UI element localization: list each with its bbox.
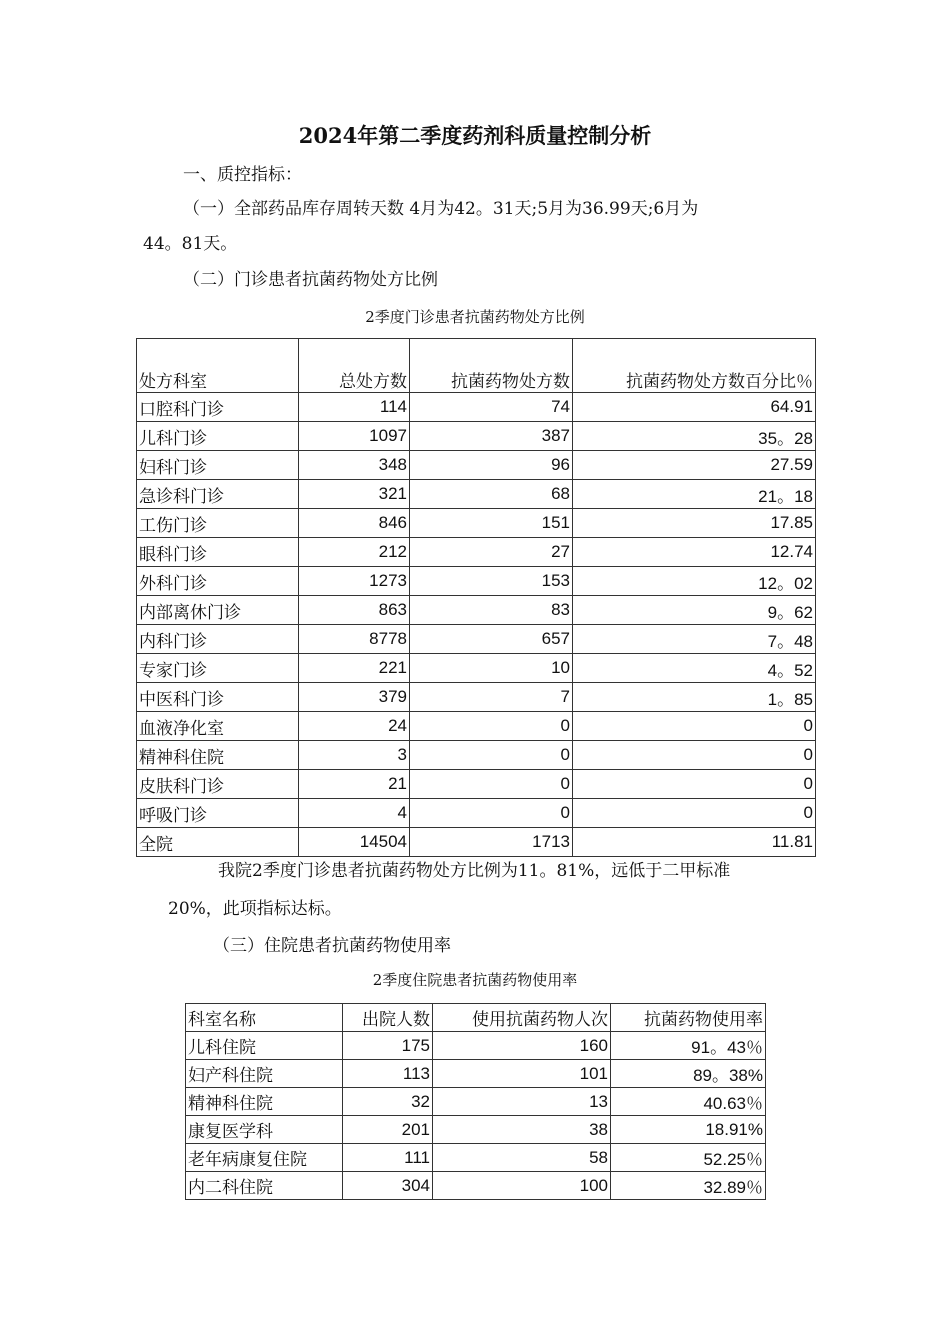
cell-use-count: 160 <box>433 1032 611 1060</box>
cell-total: 24 <box>299 712 410 741</box>
table-row <box>137 567 816 596</box>
cell-use-rate: 18.91% <box>611 1116 766 1144</box>
cell-count: 0 <box>410 741 573 770</box>
table-row <box>186 1172 766 1200</box>
cell-dept: 内部离休门诊 <box>137 596 299 625</box>
item1-text-line1: （一）全部药品库存周转天数 4月为42。31天;5月为36.99天;6月为 <box>183 199 699 219</box>
cell-dept: 工伤门诊 <box>137 509 299 538</box>
cell-count: 7 <box>410 683 573 712</box>
cell-count: 153 <box>410 567 573 596</box>
cell-dept: 眼科门诊 <box>137 538 299 567</box>
cell-dept: 老年病康复住院 <box>186 1144 343 1172</box>
cell-use-count: 13 <box>433 1088 611 1116</box>
cell-discharged: 111 <box>343 1144 433 1172</box>
table-header-row <box>137 339 816 393</box>
cell-total: 1273 <box>299 567 410 596</box>
table-row <box>137 741 816 770</box>
table-row <box>186 1060 766 1088</box>
cell-total: 846 <box>299 509 410 538</box>
table-row <box>137 393 816 422</box>
table-row <box>137 770 816 799</box>
header-antibiotic-use-rate: 抗菌药物使用率 <box>611 1004 766 1032</box>
cell-total: 114 <box>299 393 410 422</box>
cell-dept: 口腔科门诊 <box>137 393 299 422</box>
cell-discharged: 304 <box>343 1172 433 1200</box>
cell-total: 212 <box>299 538 410 567</box>
header-dept: 处方科室 <box>137 339 299 393</box>
table-row <box>186 1144 766 1172</box>
cell-total: 1097 <box>299 422 410 451</box>
cell-dept: 呼吸门诊 <box>137 799 299 828</box>
cell-dept: 精神科住院 <box>137 741 299 770</box>
table-header-row <box>186 1004 766 1032</box>
header-antibiotic-percent: 抗菌药物处方数百分比％ <box>573 339 816 393</box>
table-row <box>137 596 816 625</box>
header-antibiotic-count: 抗菌药物处方数 <box>410 339 573 393</box>
cell-use-count: 101 <box>433 1060 611 1088</box>
cell-discharged: 32 <box>343 1088 433 1116</box>
cell-dept: 外科门诊 <box>137 567 299 596</box>
cell-dept: 专家门诊 <box>137 654 299 683</box>
cell-percent: 27.59 <box>573 451 816 480</box>
cell-percent: 0 <box>573 712 816 741</box>
item3-heading: （三）住院患者抗菌药物使用率 <box>213 936 451 956</box>
header-discharged: 出院人数 <box>343 1004 433 1032</box>
cell-dept: 皮肤科门诊 <box>137 770 299 799</box>
cell-total: 14504 <box>299 828 410 857</box>
cell-total: 379 <box>299 683 410 712</box>
cell-dept: 儿科门诊 <box>137 422 299 451</box>
cell-total: 3 <box>299 741 410 770</box>
table-row <box>186 1116 766 1144</box>
cell-percent: 64.91 <box>573 393 816 422</box>
item1-text-line2: 44。81天。 <box>143 234 238 254</box>
header-dept: 科室名称 <box>186 1004 343 1032</box>
cell-percent: 21。18 <box>573 480 816 509</box>
table-row <box>137 654 816 683</box>
cell-use-rate: 52.25％ <box>611 1144 766 1172</box>
cell-percent: 0 <box>573 799 816 828</box>
page-title: 2024年第二季度药剂科质量控制分析 <box>298 123 652 148</box>
cell-total: 221 <box>299 654 410 683</box>
cell-percent: 11.81 <box>573 828 816 857</box>
cell-count: 27 <box>410 538 573 567</box>
cell-discharged: 201 <box>343 1116 433 1144</box>
summary-text-line2: 20%，此项指标达标。 <box>168 899 342 919</box>
cell-use-rate: 89。38% <box>611 1060 766 1088</box>
cell-percent: 1。85 <box>573 683 816 712</box>
item2-heading: （二）门诊患者抗菌药物处方比例 <box>183 270 438 290</box>
section-heading-1: 一、质控指标： <box>183 165 302 185</box>
cell-count: 657 <box>410 625 573 654</box>
cell-percent: 0 <box>573 770 816 799</box>
cell-count: 151 <box>410 509 573 538</box>
inpatient-antibiotic-table <box>185 1003 766 1200</box>
cell-percent: 4。52 <box>573 654 816 683</box>
header-total: 总处方数 <box>299 339 410 393</box>
cell-dept: 急诊科门诊 <box>137 480 299 509</box>
table-row <box>137 422 816 451</box>
cell-dept: 血液净化室 <box>137 712 299 741</box>
cell-dept: 全院 <box>137 828 299 857</box>
cell-percent: 12.74 <box>573 538 816 567</box>
cell-use-rate: 91。43％ <box>611 1032 766 1060</box>
table-row <box>137 509 816 538</box>
cell-percent: 12。02 <box>573 567 816 596</box>
header-antibiotic-use-count: 使用抗菌药物人次 <box>433 1004 611 1032</box>
cell-dept: 儿科住院 <box>186 1032 343 1060</box>
cell-count: 74 <box>410 393 573 422</box>
cell-dept: 妇产科住院 <box>186 1060 343 1088</box>
cell-use-count: 100 <box>433 1172 611 1200</box>
cell-count: 96 <box>410 451 573 480</box>
cell-total: 321 <box>299 480 410 509</box>
table-row <box>186 1032 766 1060</box>
table-row <box>137 625 816 654</box>
cell-percent: 9。62 <box>573 596 816 625</box>
cell-count: 0 <box>410 799 573 828</box>
summary-text-line1: 我院2季度门诊患者抗菌药物处方比例为11。81%，远低于二甲标准 <box>218 861 731 881</box>
cell-percent: 17.85 <box>573 509 816 538</box>
table-row <box>137 712 816 741</box>
cell-count: 68 <box>410 480 573 509</box>
cell-percent: 35。28 <box>573 422 816 451</box>
cell-dept: 内科门诊 <box>137 625 299 654</box>
cell-use-count: 38 <box>433 1116 611 1144</box>
table1-caption: 2季度门诊患者抗菌药物处方比例 <box>365 308 585 326</box>
cell-dept: 中医科门诊 <box>137 683 299 712</box>
cell-percent: 7。48 <box>573 625 816 654</box>
cell-dept: 精神科住院 <box>186 1088 343 1116</box>
cell-dept: 内二科住院 <box>186 1172 343 1200</box>
cell-count: 1713 <box>410 828 573 857</box>
cell-count: 0 <box>410 770 573 799</box>
table-row <box>137 799 816 828</box>
cell-count: 10 <box>410 654 573 683</box>
cell-count: 83 <box>410 596 573 625</box>
cell-total: 348 <box>299 451 410 480</box>
table-row <box>186 1088 766 1116</box>
cell-count: 387 <box>410 422 573 451</box>
cell-discharged: 113 <box>343 1060 433 1088</box>
cell-total: 21 <box>299 770 410 799</box>
cell-total: 863 <box>299 596 410 625</box>
cell-use-rate: 32.89％ <box>611 1172 766 1200</box>
table-row <box>137 538 816 567</box>
table-row <box>137 480 816 509</box>
cell-use-rate: 40.63％ <box>611 1088 766 1116</box>
outpatient-antibiotic-table <box>136 338 816 857</box>
cell-percent: 0 <box>573 741 816 770</box>
cell-total: 4 <box>299 799 410 828</box>
table-total-row <box>137 828 816 857</box>
table2-caption: 2季度住院患者抗菌药物使用率 <box>372 971 578 989</box>
cell-dept: 妇科门诊 <box>137 451 299 480</box>
table-row <box>137 683 816 712</box>
table-row <box>137 451 816 480</box>
cell-total: 8778 <box>299 625 410 654</box>
cell-discharged: 175 <box>343 1032 433 1060</box>
cell-use-count: 58 <box>433 1144 611 1172</box>
cell-count: 0 <box>410 712 573 741</box>
cell-dept: 康复医学科 <box>186 1116 343 1144</box>
